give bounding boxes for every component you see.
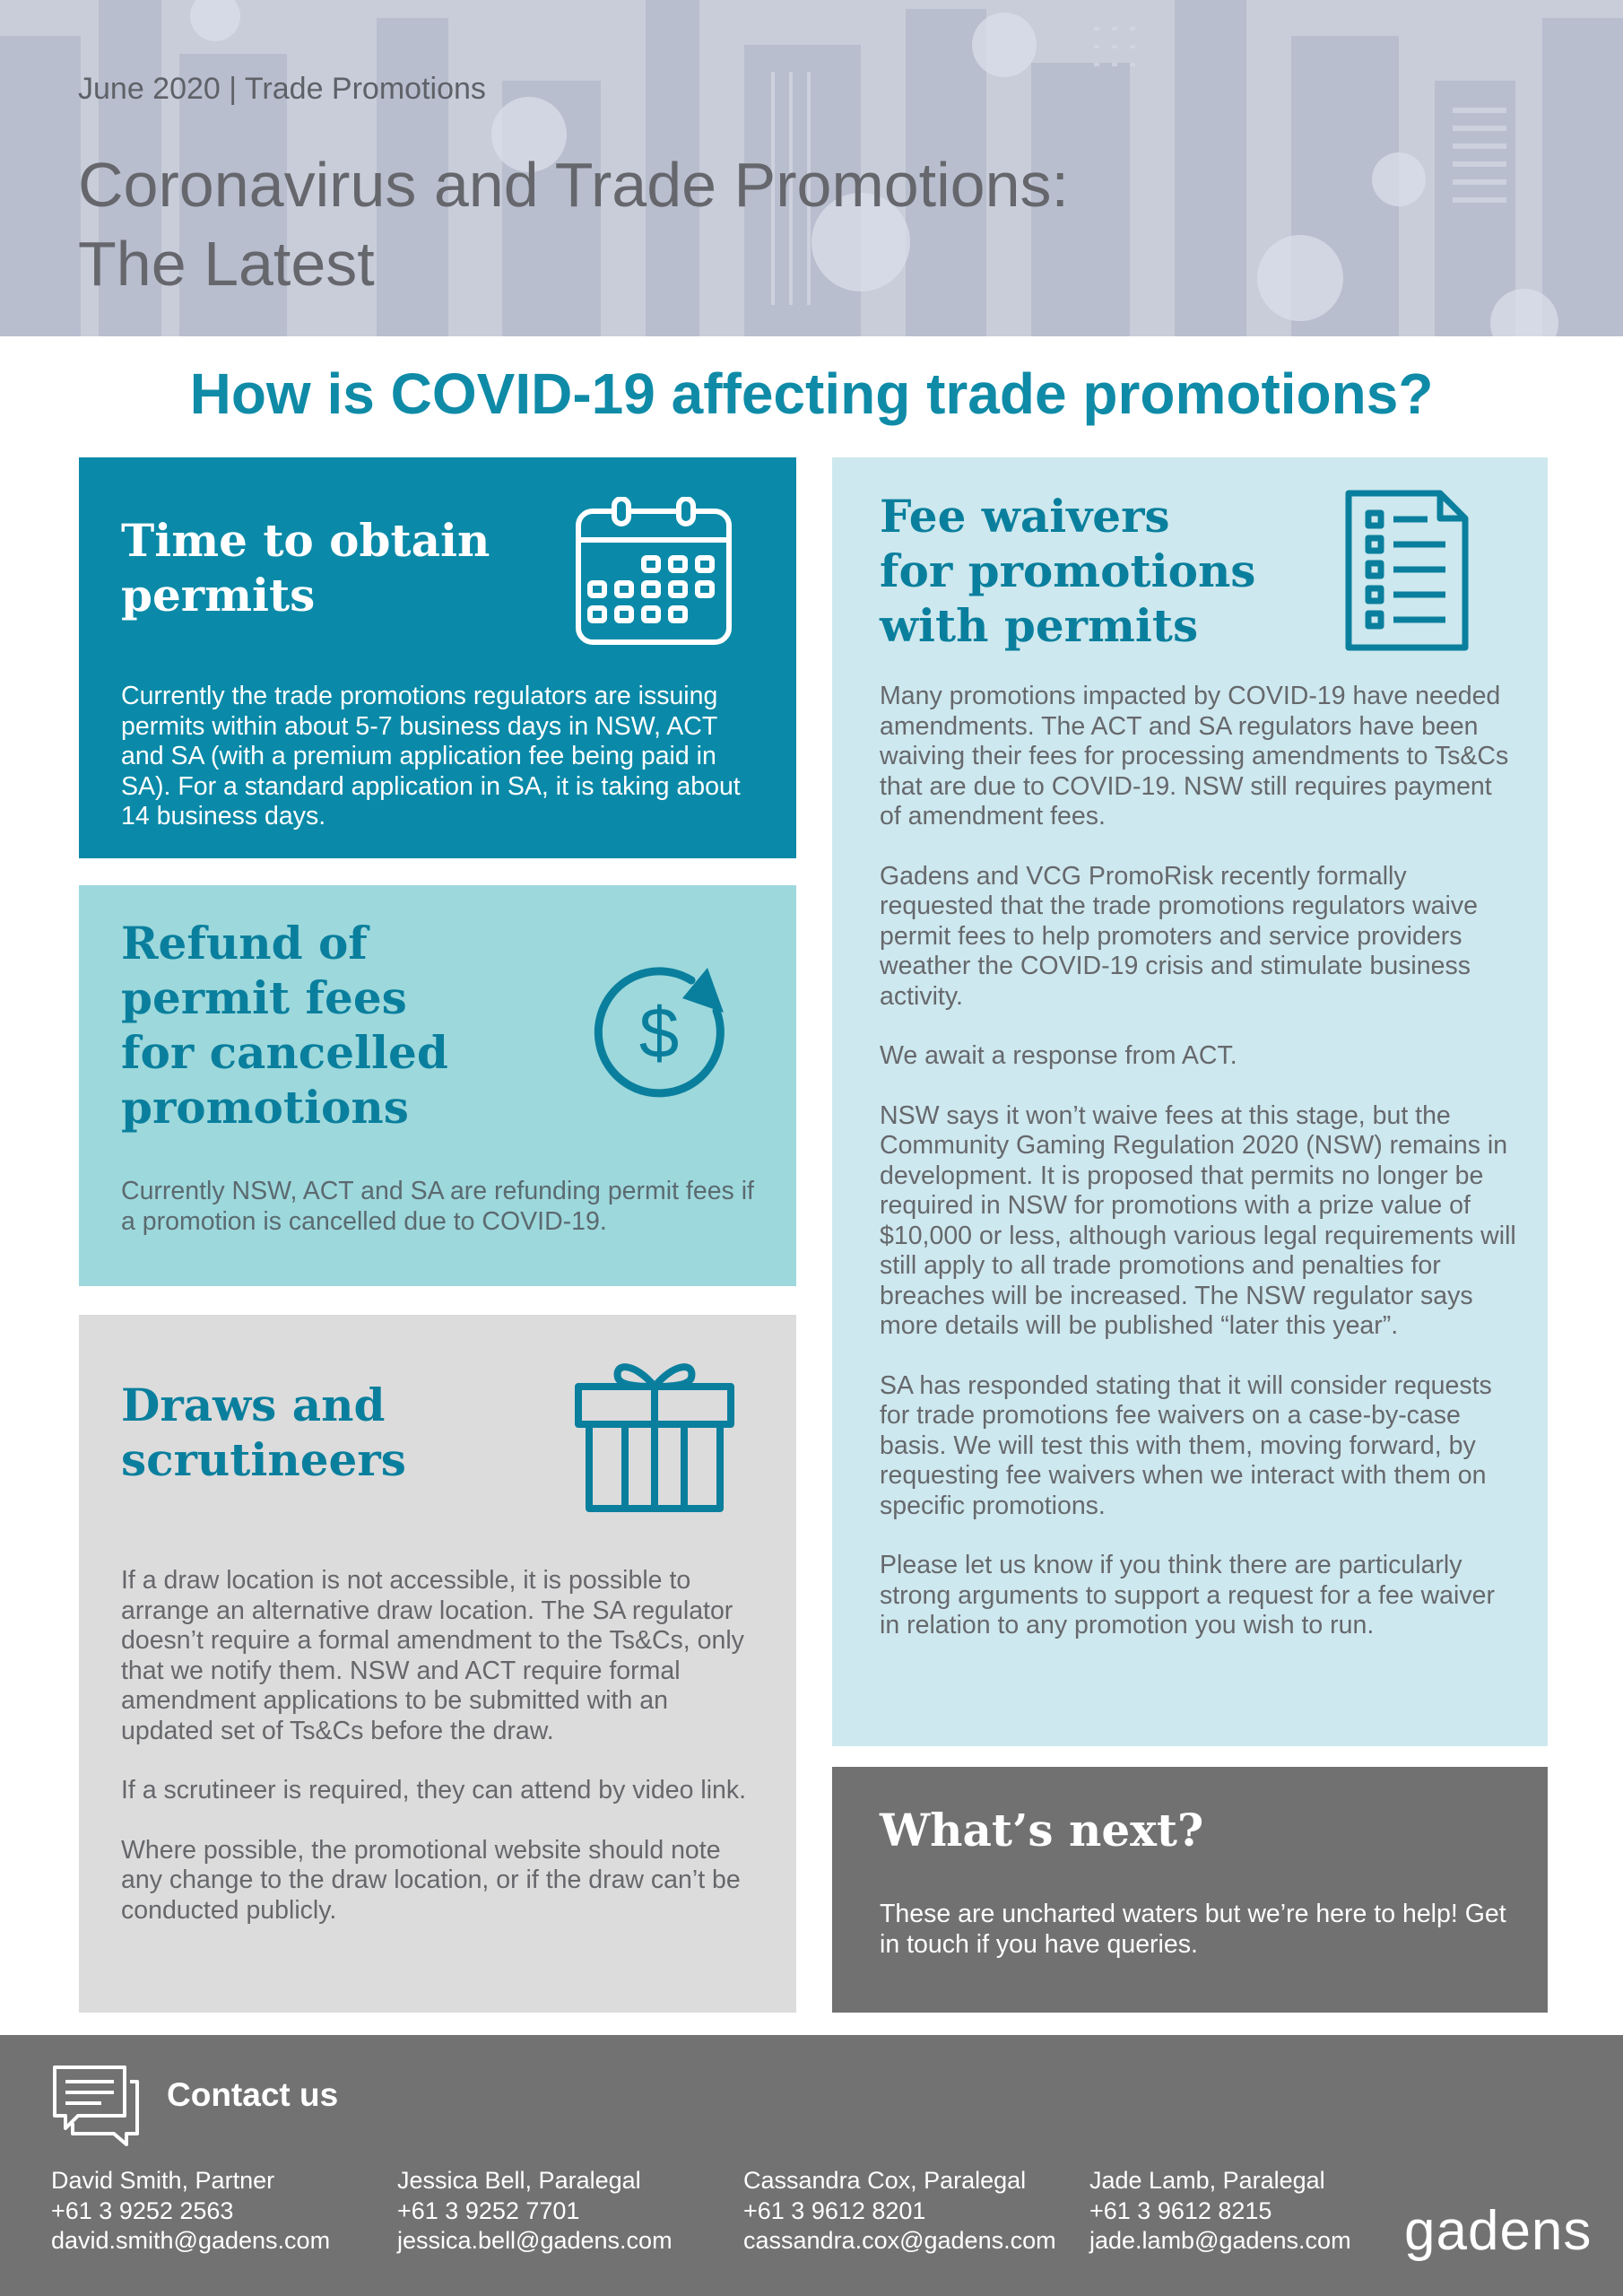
issue-date-category: June 2020 | Trade Promotions bbox=[78, 72, 486, 106]
contact-email[interactable]: jessica.bell@gadens.com bbox=[397, 2227, 673, 2254]
contact-name: Jade Lamb, Paralegal bbox=[1089, 2167, 1325, 2194]
paragraph: If a scrutineer is required, they can attend by video link. bbox=[121, 1776, 747, 1805]
paragraph: Many promotions impacted by COVID-19 have needed amendments. The ACT and SA regulators have been waiving their fees for processing amendments to Ts&Cs that are due to COVID-19. NSW still requires payment of amendment fees. bbox=[880, 682, 1509, 831]
section-headline: How is COVID-19 affecting trade promotions? bbox=[189, 361, 1434, 426]
svg-text:$: $ bbox=[638, 993, 680, 1073]
paragraph: Please let us know if you think there are particularly strong arguments to support a request for a fee waiver in relation to any promotion you wish to run. bbox=[880, 1551, 1495, 1639]
contact-card bbox=[743, 2166, 1056, 2257]
card-body bbox=[121, 1566, 758, 1926]
card-fee-waivers bbox=[832, 457, 1548, 1746]
contact-email[interactable]: jade.lamb@gadens.com bbox=[1089, 2227, 1351, 2254]
card-body: These are uncharted waters but we’re here to help! Get in touch if you have queries. bbox=[880, 1900, 1506, 1959]
contact-phone[interactable]: +61 3 9252 7701 bbox=[397, 2196, 580, 2224]
card-title: Draws and scrutineers bbox=[121, 1378, 406, 1486]
contact-card bbox=[397, 2166, 673, 2257]
contact-heading: Contact us bbox=[167, 2076, 339, 2113]
card-draws-and-scrutineers bbox=[79, 1315, 796, 2013]
contact-name: Cassandra Cox, Paralegal bbox=[743, 2167, 1027, 2194]
chat-bubbles-icon bbox=[51, 2064, 141, 2146]
card-title: Refund of permit fees for cancelled promotions bbox=[121, 917, 448, 1134]
calendar-icon bbox=[575, 497, 733, 646]
page-title bbox=[78, 145, 1244, 303]
hero-banner bbox=[0, 0, 1623, 336]
paragraph: NSW says it won’t waive fees at this stage, but the Community Gaming Regulation 2020 (NSW) remains in development. It is proposed that permits no longer be required in NSW for promotions with a prize value of $10,000 or less, although various legal requirements will still apply to all trade promotions and penalties for breaches will be increased. The NSW regulator says more details will be published “later this year”. bbox=[880, 1100, 1516, 1340]
dollar-refresh-icon bbox=[584, 957, 734, 1108]
card-body: Currently NSW, ACT and SA are refunding permit fees if a promotion is cancelled due to COVID-19. bbox=[121, 1177, 754, 1236]
page-title-line-1: Coronavirus and Trade Promotions: bbox=[78, 150, 1069, 220]
paragraph: Where possible, the promotional website should note any change to the draw location, or if the draw can’t be conducted publicly. bbox=[121, 1835, 741, 1925]
paragraph: We await a response from ACT. bbox=[880, 1041, 1237, 1070]
contact-name: Jessica Bell, Paralegal bbox=[397, 2167, 641, 2194]
contact-phone[interactable]: +61 3 9612 8201 bbox=[743, 2196, 926, 2224]
contact-card bbox=[1089, 2166, 1351, 2257]
contact-name: David Smith, Partner bbox=[51, 2167, 275, 2194]
paragraph: If a draw location is not accessible, it is possible to arrange an alternative draw location. The SA regulator doesn’t require a formal amendment to the Ts&Cs, only that we notify them. NSW and ACT require formal amendment applications to be submitted with an updated set of Ts&Cs before the draw. bbox=[121, 1566, 744, 1745]
card-refund-permit-fees bbox=[79, 885, 796, 1286]
card-time-to-obtain-permits bbox=[79, 457, 796, 858]
footer bbox=[0, 2035, 1623, 2296]
card-body: Currently the trade promotions regulators are issuing permits within about 5-7 business days in NSW, ACT and SA (with a premium application fee being paid in SA). For a standard application in SA, it is taking about 14 business days. bbox=[121, 682, 741, 831]
checklist-icon bbox=[1345, 490, 1471, 651]
contact-phone[interactable]: +61 3 9612 8215 bbox=[1089, 2196, 1272, 2224]
card-title: Fee waivers for promotions with permits bbox=[880, 490, 1256, 652]
card-title: Time to obtain permits bbox=[121, 514, 490, 622]
contact-card bbox=[51, 2166, 330, 2257]
card-body bbox=[880, 682, 1518, 1641]
gift-icon bbox=[573, 1354, 736, 1514]
contact-email[interactable]: david.smith@gadens.com bbox=[51, 2227, 331, 2254]
gadens-logo: gadens bbox=[1404, 2200, 1593, 2262]
paragraph: Gadens and VCG PromoRisk recently formally requested that the trade promotions regulators waive permit fees to help promoters and service providers weather the COVID-19 crisis and stimulate business activity. bbox=[880, 861, 1478, 1011]
card-whats-next bbox=[832, 1767, 1548, 2013]
paragraph: SA has responded stating that it will consider requests for trade promotions fee waivers on a case-by-case basis. We will test this with them, moving forward, by requesting fee waivers when we interact with them on specific promotions. bbox=[880, 1370, 1492, 1520]
contact-phone[interactable]: +61 3 9252 2563 bbox=[51, 2196, 234, 2224]
card-title: What’s next? bbox=[880, 1804, 1204, 1857]
contact-email[interactable]: cassandra.cox@gadens.com bbox=[743, 2227, 1056, 2254]
page-title-line-2: The Latest bbox=[78, 229, 375, 299]
